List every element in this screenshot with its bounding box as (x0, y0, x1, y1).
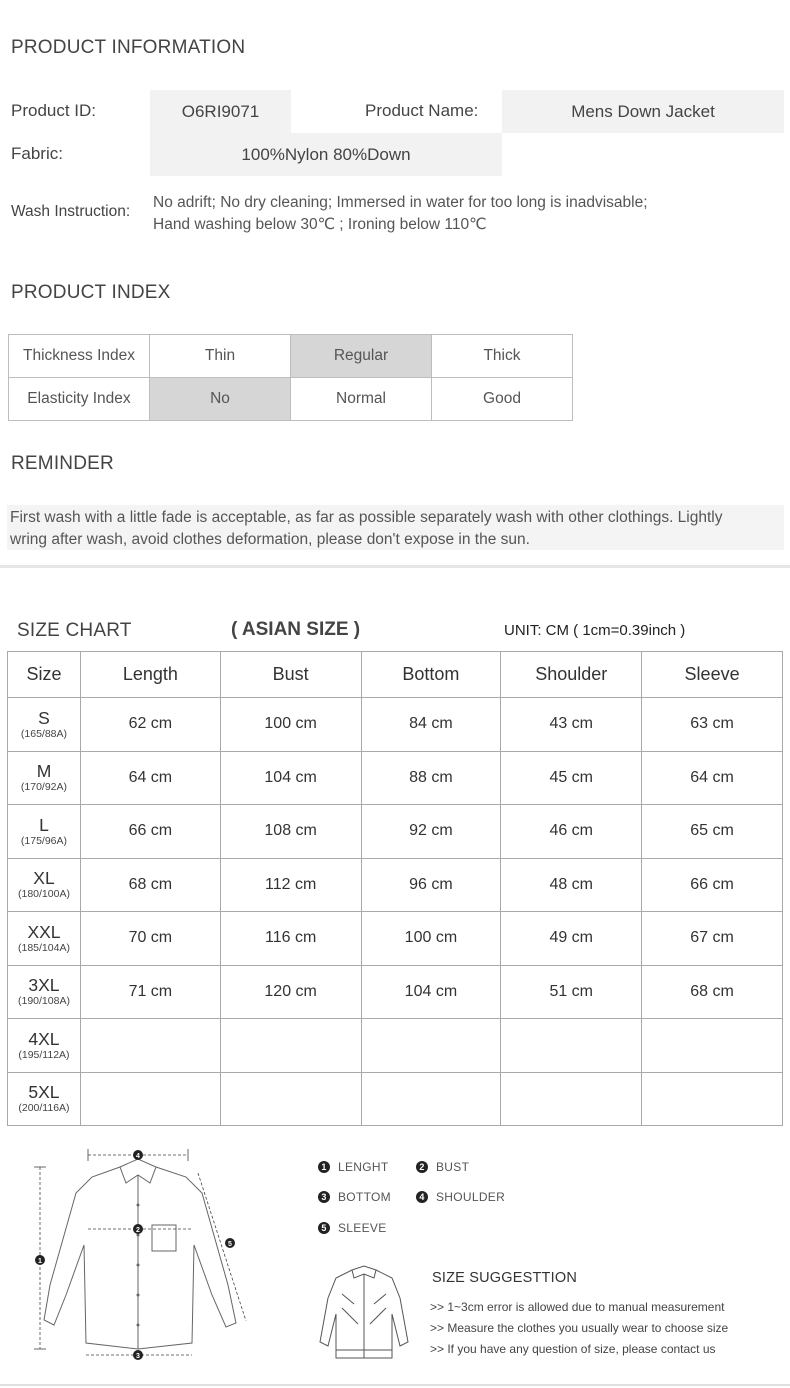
bottom-cell: 88 cm (361, 751, 501, 805)
svg-text:3: 3 (136, 1353, 140, 1360)
size-name: L (39, 814, 49, 835)
size-code: (180/100A) (18, 888, 70, 901)
length-cell: 64 cm (80, 751, 220, 805)
size-code: (170/92A) (20, 781, 68, 794)
table-row (8, 805, 783, 859)
size-chart-unit: UNIT: CM ( 1cm=0.39inch ) (504, 622, 686, 639)
shoulder-cell: 48 cm (501, 858, 642, 912)
fabric-value: 100%Nylon 80%Down (150, 133, 502, 176)
thickness-index-row (9, 335, 573, 378)
legend-item-length (318, 1160, 388, 1174)
table-row (8, 858, 783, 912)
size-name: 4XL (28, 1028, 60, 1049)
legend-item-bottom (318, 1190, 391, 1204)
product-id-value: O6RI9071 (150, 90, 291, 133)
header-bust: Bust (220, 652, 361, 698)
size-cell (8, 912, 81, 966)
header-length: Length (80, 652, 220, 698)
header-sleeve: Sleeve (642, 652, 783, 698)
bottom-cell: 92 cm (361, 805, 501, 859)
size-code: (185/104A) (18, 941, 70, 954)
sleeve-cell: 67 cm (642, 912, 783, 966)
bottom-cell: 100 cm (361, 912, 501, 966)
sleeve-cell: 65 cm (642, 805, 783, 859)
svg-text:4: 4 (136, 1153, 140, 1160)
header-size: Size (8, 652, 81, 698)
shoulder-cell: 45 cm (501, 751, 642, 805)
length-cell: 68 cm (80, 858, 220, 912)
bottom-cell: 104 cm (361, 965, 501, 1019)
legend-number: 5 (318, 1222, 330, 1234)
size-chart-subtitle: ( ASIAN SIZE ) (231, 619, 361, 640)
size-name: S (38, 707, 50, 728)
wash-instruction-text (153, 192, 648, 236)
size-name: XXL (27, 921, 61, 942)
svg-text:2: 2 (136, 1227, 140, 1234)
reminder-line-1: First wash with a little fade is acceptable, as far as possible separately wash with other clothings. Lightly (10, 509, 723, 526)
elasticity-option-normal: Normal (291, 378, 432, 421)
shoulder-cell (501, 1072, 642, 1126)
bottom-cell: 84 cm (361, 698, 501, 752)
legend-number: 2 (416, 1161, 428, 1173)
bottom-divider (0, 1384, 790, 1386)
size-code: (195/112A) (18, 1048, 70, 1061)
sleeve-cell (642, 1072, 783, 1126)
wash-line-2: Hand washing below 30℃ ; Ironing below 110℃ (153, 216, 487, 233)
wash-line-1: No adrift; No dry cleaning; Immersed in water for too long is inadvisable; (153, 194, 648, 211)
size-cell (8, 1072, 81, 1126)
suggestion-tip-3: >> If you have any question of size, please contact us (430, 1342, 716, 1356)
legend-item-sleeve (318, 1221, 387, 1235)
shoulder-cell: 49 cm (501, 912, 642, 966)
legend-label: SHOULDER (436, 1190, 506, 1204)
product-name-value: Mens Down Jacket (502, 90, 784, 133)
header-shoulder: Shoulder (501, 652, 642, 698)
product-index-heading: PRODUCT INDEX (11, 282, 171, 303)
suggestion-tip-2: >> Measure the clothes you usually wear to choose size (430, 1321, 729, 1335)
elasticity-index-row (9, 378, 573, 421)
thickness-option-regular: Regular (291, 335, 432, 378)
size-chart-table (7, 651, 783, 1126)
size-cell (8, 858, 81, 912)
bust-cell: 112 cm (220, 858, 361, 912)
jacket-icon (314, 1264, 414, 1364)
reminder-line-2: wring after wash, avoid clothes deformation, please don't expose in the sun. (10, 531, 530, 548)
table-row (8, 698, 783, 752)
size-suggestion-title: SIZE SUGGESTTION (432, 1270, 577, 1286)
table-row (8, 912, 783, 966)
fabric-label: Fabric: (11, 144, 63, 163)
product-index-table (8, 334, 573, 421)
bust-cell: 100 cm (220, 698, 361, 752)
shoulder-cell: 43 cm (501, 698, 642, 752)
product-id-label: Product ID: (11, 101, 97, 120)
bust-cell (220, 1019, 361, 1073)
size-cell (8, 805, 81, 859)
length-cell: 70 cm (80, 912, 220, 966)
elasticity-option-no: No (150, 378, 291, 421)
size-cell (8, 698, 81, 752)
svg-text:5: 5 (228, 1241, 232, 1248)
marker-numbers (35, 1150, 235, 1360)
size-cell (8, 751, 81, 805)
length-cell (80, 1072, 220, 1126)
svg-text:1: 1 (38, 1258, 42, 1265)
elasticity-index-label: Elasticity Index (9, 378, 150, 421)
legend-label: BOTTOM (338, 1190, 391, 1204)
table-row (8, 751, 783, 805)
length-cell: 71 cm (80, 965, 220, 1019)
wash-instruction-label: Wash Instruction: (11, 203, 131, 220)
bust-cell: 116 cm (220, 912, 361, 966)
section-divider (0, 565, 790, 568)
size-name: M (36, 761, 52, 782)
size-code: (190/108A) (18, 995, 70, 1008)
length-cell (80, 1019, 220, 1073)
bottom-cell: 96 cm (361, 858, 501, 912)
table-row (8, 1019, 783, 1073)
thickness-option-thick: Thick (432, 335, 573, 378)
size-name: XL (33, 868, 55, 889)
legend-label: SLEEVE (338, 1221, 387, 1235)
legend-item-shoulder (416, 1190, 505, 1204)
bottom-cell (361, 1019, 501, 1073)
size-chart-header-row (8, 652, 783, 698)
bottom-cell (361, 1072, 501, 1126)
elasticity-option-good: Good (432, 378, 573, 421)
sleeve-cell: 64 cm (642, 751, 783, 805)
size-cell (8, 965, 81, 1019)
size-name: 3XL (28, 975, 60, 996)
legend-label: LENGHT (338, 1160, 389, 1174)
sleeve-cell (642, 1019, 783, 1073)
legend-item-bust (416, 1160, 469, 1174)
size-cell (8, 1019, 81, 1073)
thickness-index-label: Thickness Index (9, 335, 150, 378)
size-code: (200/116A) (18, 1102, 70, 1115)
sleeve-cell: 68 cm (642, 965, 783, 1019)
legend-number: 1 (318, 1161, 330, 1173)
shoulder-cell: 46 cm (501, 805, 642, 859)
legend-number: 4 (416, 1191, 428, 1203)
product-name-label: Product Name: (365, 101, 479, 120)
size-chart-title: SIZE CHART (17, 620, 132, 641)
sleeve-cell: 66 cm (642, 858, 783, 912)
size-code: (175/96A) (20, 834, 68, 847)
legend-label: BUST (436, 1160, 470, 1174)
size-code: (165/88A) (20, 727, 68, 740)
suggestion-tip-1: >> 1~3cm error is allowed due to manual measurement (430, 1300, 725, 1314)
table-row (8, 1072, 783, 1126)
sleeve-cell: 63 cm (642, 698, 783, 752)
bust-cell (220, 1072, 361, 1126)
thickness-option-thin: Thin (150, 335, 291, 378)
length-cell: 66 cm (80, 805, 220, 859)
shoulder-cell (501, 1019, 642, 1073)
shirt-measurement-diagram (20, 1145, 275, 1367)
legend-number: 3 (318, 1191, 330, 1203)
header-bottom: Bottom (361, 652, 501, 698)
shoulder-cell: 51 cm (501, 965, 642, 1019)
size-name: 5XL (28, 1082, 60, 1103)
bust-cell: 104 cm (220, 751, 361, 805)
reminder-heading: REMINDER (11, 453, 114, 474)
bust-cell: 120 cm (220, 965, 361, 1019)
reminder-text (7, 505, 784, 550)
length-cell: 62 cm (80, 698, 220, 752)
product-info-heading: PRODUCT INFORMATION (11, 37, 246, 58)
bust-cell: 108 cm (220, 805, 361, 859)
table-row (8, 965, 783, 1019)
